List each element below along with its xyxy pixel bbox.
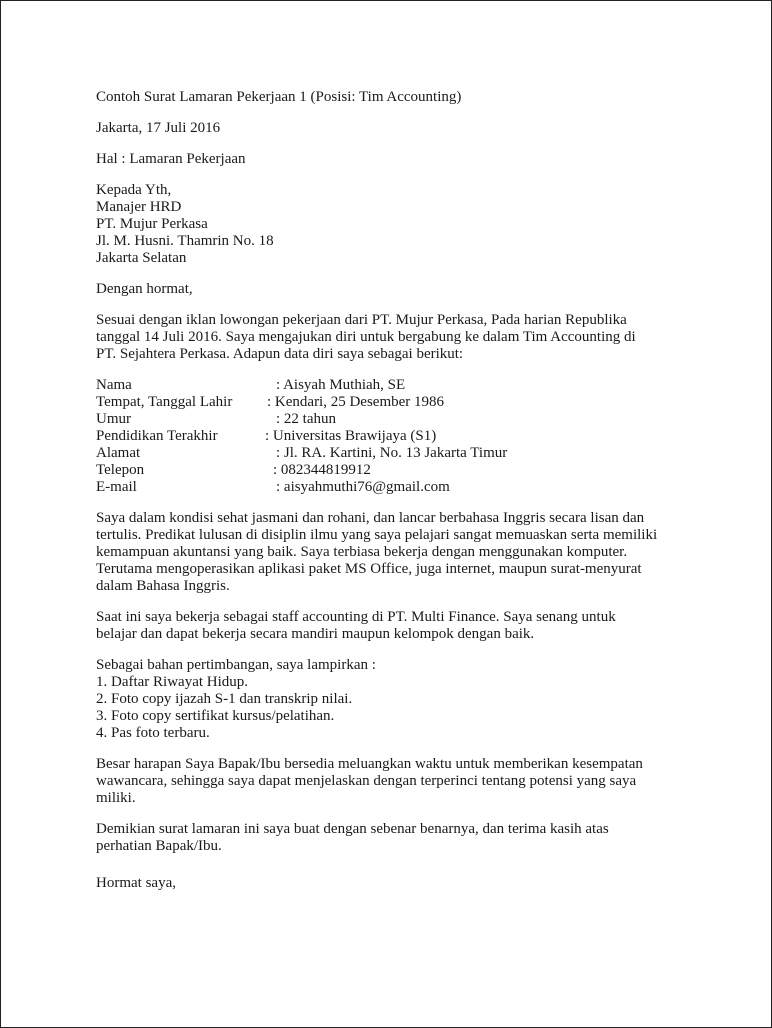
text-line: tanggal 14 Juli 2016. Saya mengajukan diri untuk bergabung ke dalam Tim Accounting di xyxy=(96,329,636,345)
field-label: Nama xyxy=(96,377,132,393)
field-value: : 082344819912 xyxy=(273,462,371,478)
text-line: Besar harapan Saya Bapak/Ibu bersedia meluangkan waktu untuk memberikan kesempatan xyxy=(96,756,643,772)
field-label: Telepon xyxy=(96,462,145,478)
personal-row-education xyxy=(96,428,696,445)
personal-row-email xyxy=(96,479,696,496)
recipient-block xyxy=(96,182,696,267)
text-line: tertulis. Predikat lulusan di disiplin ilmu yang saya pelajari sangat memuaskan serta memiliki xyxy=(96,527,658,543)
text-line: kemampuan akuntansi yang baik. Saya terbiasa bekerja dengan menggunakan komputer. xyxy=(96,544,628,560)
attachments-block xyxy=(96,657,696,742)
text-line: perhatian Bapak/Ibu. xyxy=(96,838,222,854)
qualification-paragraph xyxy=(96,510,696,595)
closing-paragraph xyxy=(96,821,696,855)
field-value: : 22 tahun xyxy=(276,411,336,427)
recipient-line: PT. Mujur Perkasa xyxy=(96,216,208,232)
letter-subject: Hal : Lamaran Pekerjaan xyxy=(96,151,246,167)
text-line: Saat ini saya bekerja sebagai staff accounting di PT. Multi Finance. Saya senang untuk xyxy=(96,609,616,625)
recipient-line: Kepada Yth, xyxy=(96,182,172,198)
text-line: miliki. xyxy=(96,790,136,806)
letter-body xyxy=(96,89,696,906)
attachments-intro: Sebagai bahan pertimbangan, saya lampirkan : xyxy=(96,657,376,673)
letter-date: Jakarta, 17 Juli 2016 xyxy=(96,120,221,136)
field-value: : aisyahmuthi76@gmail.com xyxy=(276,479,450,495)
personal-row-address xyxy=(96,445,696,462)
greeting: Dengan hormat, xyxy=(96,281,193,297)
field-label: Umur xyxy=(96,411,131,427)
field-label: Tempat, Tanggal Lahir xyxy=(96,394,233,410)
employment-paragraph xyxy=(96,609,696,643)
text-line: Demikian surat lamaran ini saya buat dengan sebenar benarnya, dan terima kasih atas xyxy=(96,821,609,837)
text-line: dalam Bahasa Inggris. xyxy=(96,578,230,594)
field-label: E-mail xyxy=(96,479,137,495)
text-line: Terutama mengoperasikan aplikasi paket MS Office, juga internet, maupun surat-menyurat xyxy=(96,561,642,577)
attachment-item: 4. Pas foto terbaru. xyxy=(96,725,210,741)
attachment-item: 1. Daftar Riwayat Hidup. xyxy=(96,674,249,690)
interview-paragraph xyxy=(96,756,696,807)
recipient-line: Jakarta Selatan xyxy=(96,250,187,266)
field-label: Pendidikan Terakhir xyxy=(96,428,218,444)
text-line: Sesuai dengan iklan lowongan pekerjaan dari PT. Mujur Perkasa, Pada harian Republika xyxy=(96,312,627,328)
field-value: : Jl. RA. Kartini, No. 13 Jakarta Timur xyxy=(276,445,508,461)
field-value: : Universitas Brawijaya (S1) xyxy=(265,428,437,444)
attachment-item: 3. Foto copy sertifikat kursus/pelatihan. xyxy=(96,708,335,724)
field-value: : Aisyah Muthiah, SE xyxy=(276,377,406,393)
personal-row-age xyxy=(96,411,696,428)
text-line: belajar dan dapat bekerja secara mandiri maupun kelompok dengan baik. xyxy=(96,626,535,642)
letter-title: Contoh Surat Lamaran Pekerjaan 1 (Posisi: Tim Accounting) xyxy=(96,89,462,105)
field-label: Alamat xyxy=(96,445,141,461)
recipient-line: Manajer HRD xyxy=(96,199,182,215)
recipient-line: Jl. M. Husni. Thamrin No. 18 xyxy=(96,233,274,249)
text-line: Saya dalam kondisi sehat jasmani dan rohani, dan lancar berbahasa Inggris secara lisan dan xyxy=(96,510,645,526)
personal-row-birth xyxy=(96,394,696,411)
personal-row-name xyxy=(96,377,696,394)
text-line: wawancara, sehingga saya dapat menjelaskan dengan terperinci tentang potensi yang saya xyxy=(96,773,637,789)
intro-paragraph xyxy=(96,312,696,363)
text-line: PT. Sejahtera Perkasa. Adapun data diri saya sebagai berikut: xyxy=(96,346,464,362)
attachment-item: 2. Foto copy ijazah S-1 dan transkrip nilai. xyxy=(96,691,353,707)
sign-off: Hormat saya, xyxy=(96,875,176,891)
personal-row-phone xyxy=(96,462,696,479)
personal-data-table xyxy=(96,377,696,496)
field-value: : Kendari, 25 Desember 1986 xyxy=(267,394,445,410)
